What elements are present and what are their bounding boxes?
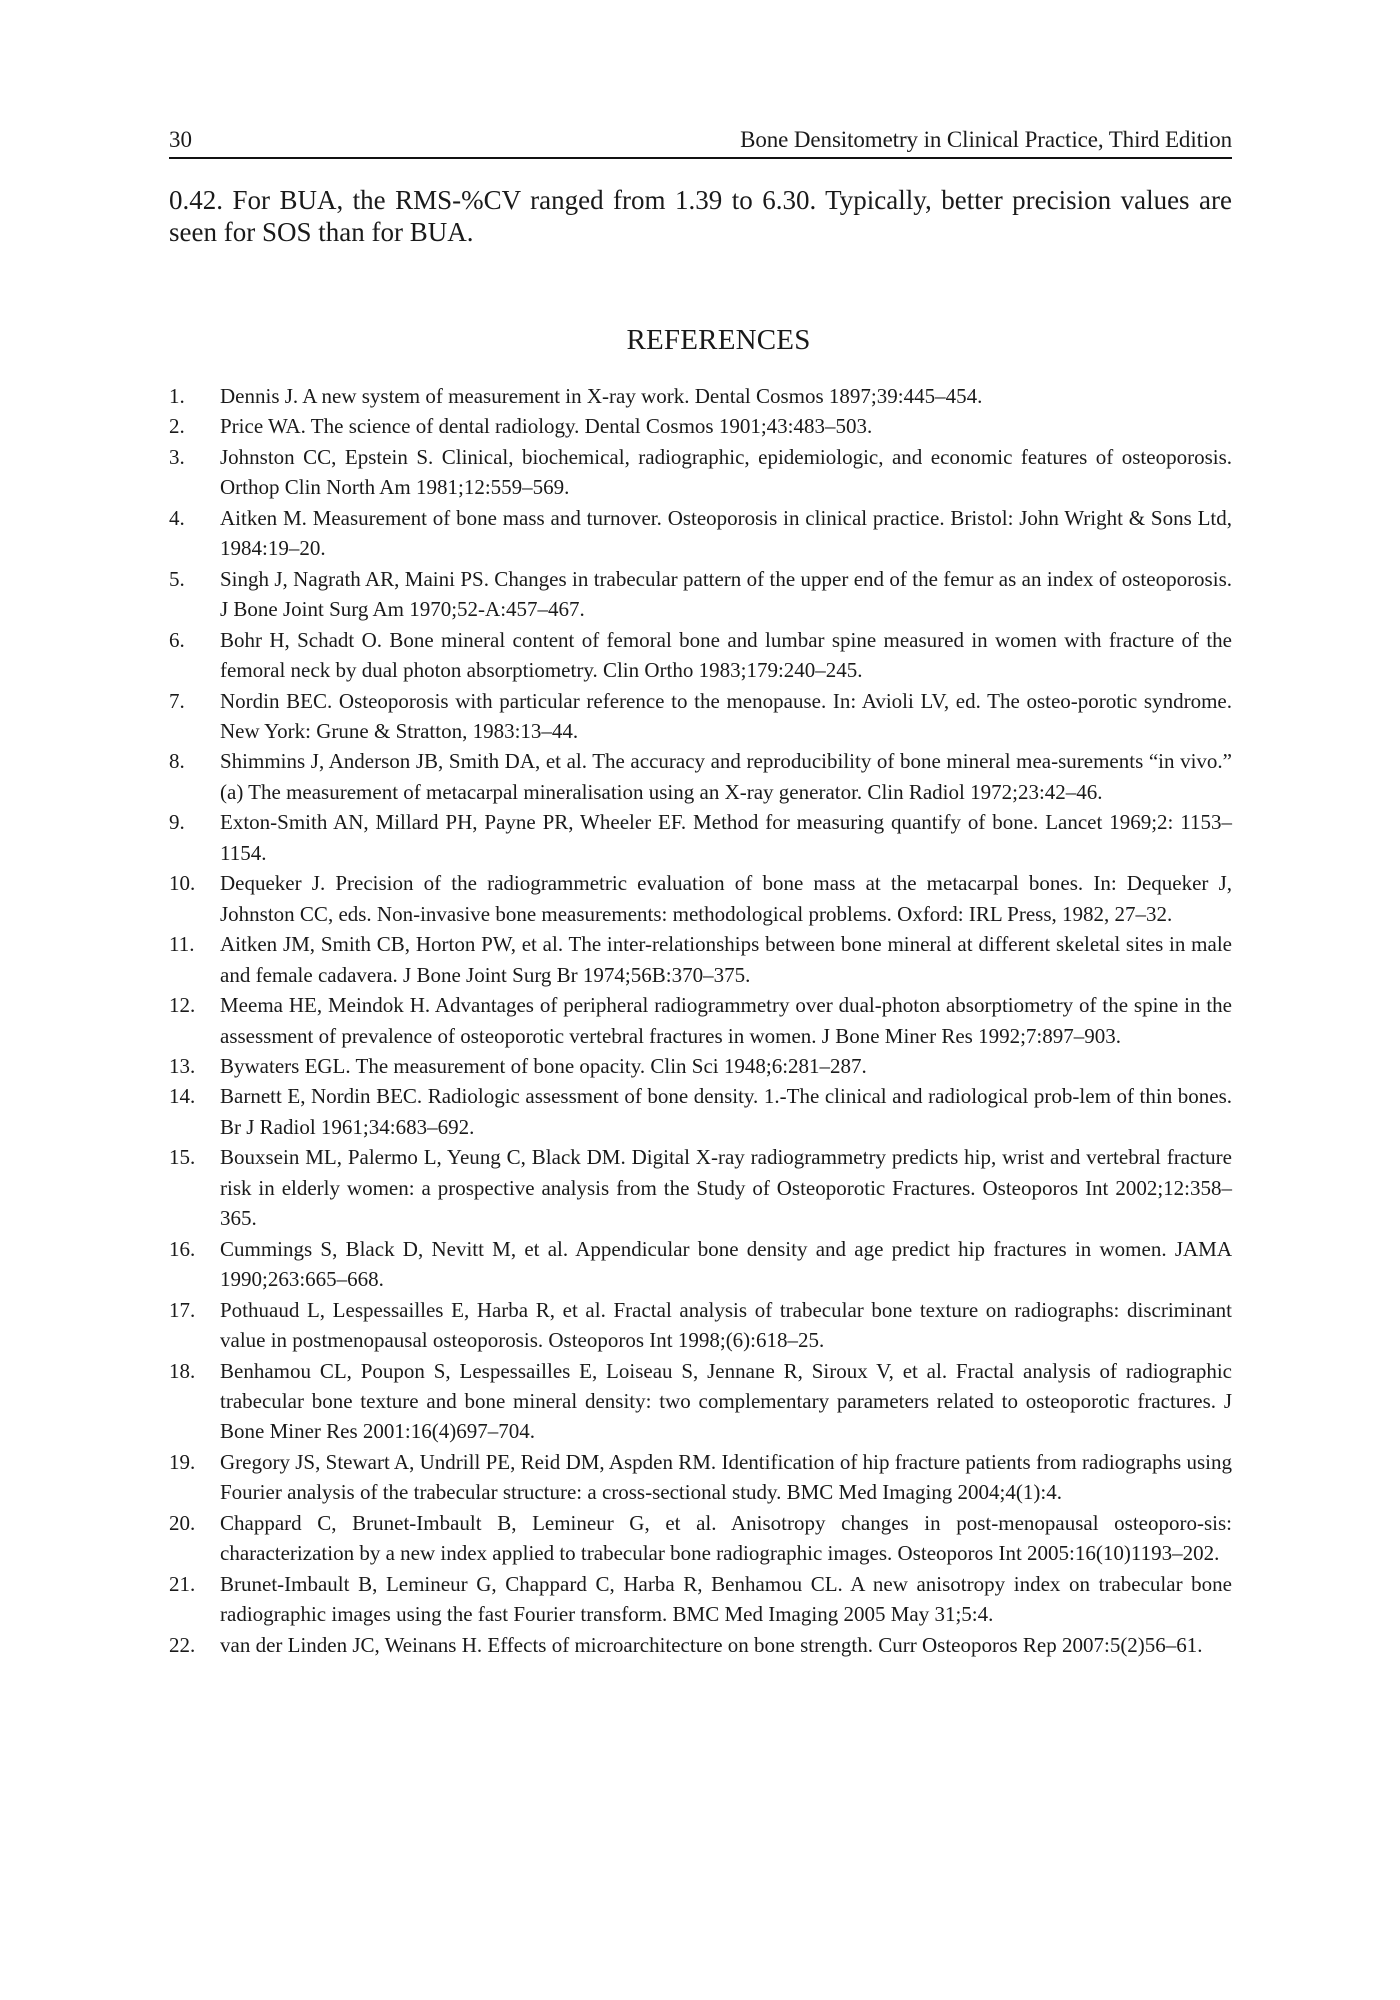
reference-item (169, 1234, 1232, 1295)
reference-text: Chappard C, Brunet-Imbault B, Lemineur G, et al. Anisotropy changes in post-menopausal osteoporo-sis: characterization by a new index applied to trabecular bone radiographic images. Osteoporos Int 2005:16(10)1193–202. (220, 1510, 1232, 1566)
reference-item (169, 1051, 1232, 1081)
reference-number: 13. (169, 1053, 196, 1078)
reference-item (169, 1356, 1232, 1447)
reference-number: 16. (169, 1236, 196, 1261)
reference-text: Singh J, Nagrath AR, Maini PS. Changes in trabecular pattern of the upper end of the femur as an index of osteoporosis. J Bone Joint Surg Am 1970;52-A:457–467. (220, 566, 1232, 622)
reference-number: 4. (169, 505, 185, 530)
reference-text: Bywaters EGL. The measurement of bone opacity. Clin Sci 1948;6:281–287. (220, 1053, 867, 1078)
reference-text: Price WA. The science of dental radiology. Dental Cosmos 1901;43:483–503. (220, 414, 873, 439)
reference-text: Pothuaud L, Lespessailles E, Harba R, et al. Fractal analysis of trabecular bone texture on radiographs: discriminant value in postmenopausal osteoporosis. Osteoporos Int 1998;(6):618–25. (220, 1297, 1232, 1353)
reference-text: Bohr H, Schadt O. Bone mineral content of femoral bone and lumbar spine measured in women with fracture of the femoral neck by dual photon absorptiometry. Clin Ortho 1983;179:240–245. (220, 627, 1232, 683)
reference-item (169, 1142, 1232, 1233)
reference-item (169, 990, 1232, 1051)
reference-number: 14. (169, 1084, 196, 1109)
reference-text: Dequeker J. Precision of the radiogrammetric evaluation of bone mass at the metacarpal bones. In: Dequeker J, Johnston CC, eds. Non-invasive bone measurements: methodological problems. Oxford: IRL Press, 1982, 27–32. (220, 871, 1232, 926)
reference-text: van der Linden JC, Weinans H. Effects of microarchitecture on bone strength. Curr Osteoporos Rep 2007:5(2)56–61. (220, 1632, 1203, 1657)
reference-text: Dennis J. A new system of measurement in X-ray work. Dental Cosmos 1897;39:445–454. (220, 384, 983, 408)
reference-text: Exton-Smith AN, Millard PH, Payne PR, Wheeler EF. Method for measuring quantify of bone. Lancet 1969;2: 1153–1154. (220, 810, 1232, 865)
reference-item (169, 807, 1232, 868)
reference-number: 10. (169, 871, 196, 896)
body-paragraph: 0.42. For BUA, the RMS-%CV ranged from 1.39 to 6.30. Typically, better precision values are seen for SOS than for BUA. (169, 185, 1232, 247)
reference-number: 21. (169, 1571, 196, 1596)
reference-number: 18. (169, 1358, 196, 1383)
reference-text: Bouxsein ML, Palermo L, Yeung C, Black DM. Digital X-ray radiogrammetry predicts hip, wrist and vertebral fracture risk in elderly women: a prospective analysis from the Study of Osteoporotic Fractures. Osteoporos Int 2002;12:358–365. (220, 1145, 1232, 1231)
reference-number: 22. (169, 1632, 196, 1657)
reference-number: 15. (169, 1145, 196, 1170)
reference-item (169, 1508, 1232, 1569)
reference-number: 8. (169, 749, 185, 774)
reference-number: 20. (169, 1510, 196, 1535)
running-head (169, 124, 1232, 159)
reference-text: Nordin BEC. Osteoporosis with particular reference to the menopause. In: Avioli LV, ed. The osteo-porotic syndrome. New York: Grune & Stratton, 1983:13–44. (220, 688, 1232, 743)
book-title: Bone Densitometry in Clinical Practice, Third Edition (740, 127, 1232, 152)
reference-number: 3. (169, 444, 185, 469)
references-heading: REFERENCES (626, 324, 811, 356)
reference-text: Aitken M. Measurement of bone mass and turnover. Osteoporosis in clinical practice. Bristol: John Wright & Sons Ltd, 1984:19–20. (220, 505, 1232, 561)
reference-number: 19. (169, 1449, 196, 1474)
reference-number: 7. (169, 688, 185, 713)
reference-item (169, 746, 1232, 807)
reference-item (169, 625, 1232, 686)
reference-item (169, 1447, 1232, 1508)
reference-text: Benhamou CL, Poupon S, Lespessailles E, Loiseau S, Jennane R, Siroux V, et al. Fractal analysis of radiographic trabecular bone texture and bone mineral density: two complementary parameters related to osteoporotic fractures. J Bone Miner Res 2001:16(4)697–704. (220, 1358, 1232, 1444)
reference-item (169, 1630, 1232, 1660)
reference-number: 12. (169, 993, 196, 1018)
reference-item (169, 381, 1232, 411)
reference-number: 9. (169, 810, 185, 835)
page-number: 30 (169, 127, 192, 152)
reference-text: Gregory JS, Stewart A, Undrill PE, Reid DM, Aspden RM. Identification of hip fracture patients from radiographs using Fourier analysis of the trabecular structure: a cross-sectional study. BMC Med Imaging 2004;4(1):4. (220, 1449, 1232, 1505)
reference-item (169, 442, 1232, 503)
reference-item (169, 929, 1232, 990)
reference-item (169, 503, 1232, 564)
reference-item (169, 868, 1232, 929)
reference-text: Barnett E, Nordin BEC. Radiologic assessment of bone density. 1.-The clinical and radiological prob-lem of thin bones. Br J Radiol 1961;34:683–692. (220, 1084, 1232, 1139)
reference-number: 1. (169, 384, 185, 408)
reference-number: 17. (169, 1297, 196, 1322)
reference-item (169, 686, 1232, 747)
reference-item (169, 564, 1232, 625)
reference-item (169, 1081, 1232, 1142)
reference-text: Shimmins J, Anderson JB, Smith DA, et al. The accuracy and reproducibility of bone mineral mea-surements “in vivo.” (a) The measurement of metacarpal mineralisation using an X-ray generator. Clin Radiol 1972;23:42–46. (220, 749, 1232, 804)
reference-number: 2. (169, 414, 185, 439)
reference-text: Aitken JM, Smith CB, Horton PW, et al. The inter-relationships between bone mineral at different skeletal sites in male and female cadavera. J Bone Joint Surg Br 1974;56B:370–375. (220, 932, 1232, 987)
reference-item (169, 411, 1232, 441)
reference-item (169, 1569, 1232, 1630)
reference-text: Meema HE, Meindok H. Advantages of peripheral radiogrammetry over dual-photon absorptiometry of the spine in the assessment of prevalence of osteoporotic vertebral fractures in women. J Bone Miner Res 1992;7:897–903. (220, 993, 1232, 1048)
reference-number: 6. (169, 627, 185, 652)
reference-text: Cummings S, Black D, Nevitt M, et al. Appendicular bone density and age predict hip fractures in women. JAMA 1990;263:665–668. (220, 1236, 1232, 1292)
reference-number: 11. (169, 932, 195, 957)
reference-list (169, 381, 1232, 1660)
reference-item (169, 1295, 1232, 1356)
reference-number: 5. (169, 566, 185, 591)
reference-text: Brunet-Imbault B, Lemineur G, Chappard C, Harba R, Benhamou CL. A new anisotropy index on trabecular bone radiographic images using the fast Fourier transform. BMC Med Imaging 2005 May 31;5:4. (220, 1571, 1232, 1627)
reference-text: Johnston CC, Epstein S. Clinical, biochemical, radiographic, epidemiologic, and economic features of osteoporosis. Orthop Clin North Am 1981;12:559–569. (220, 444, 1232, 500)
